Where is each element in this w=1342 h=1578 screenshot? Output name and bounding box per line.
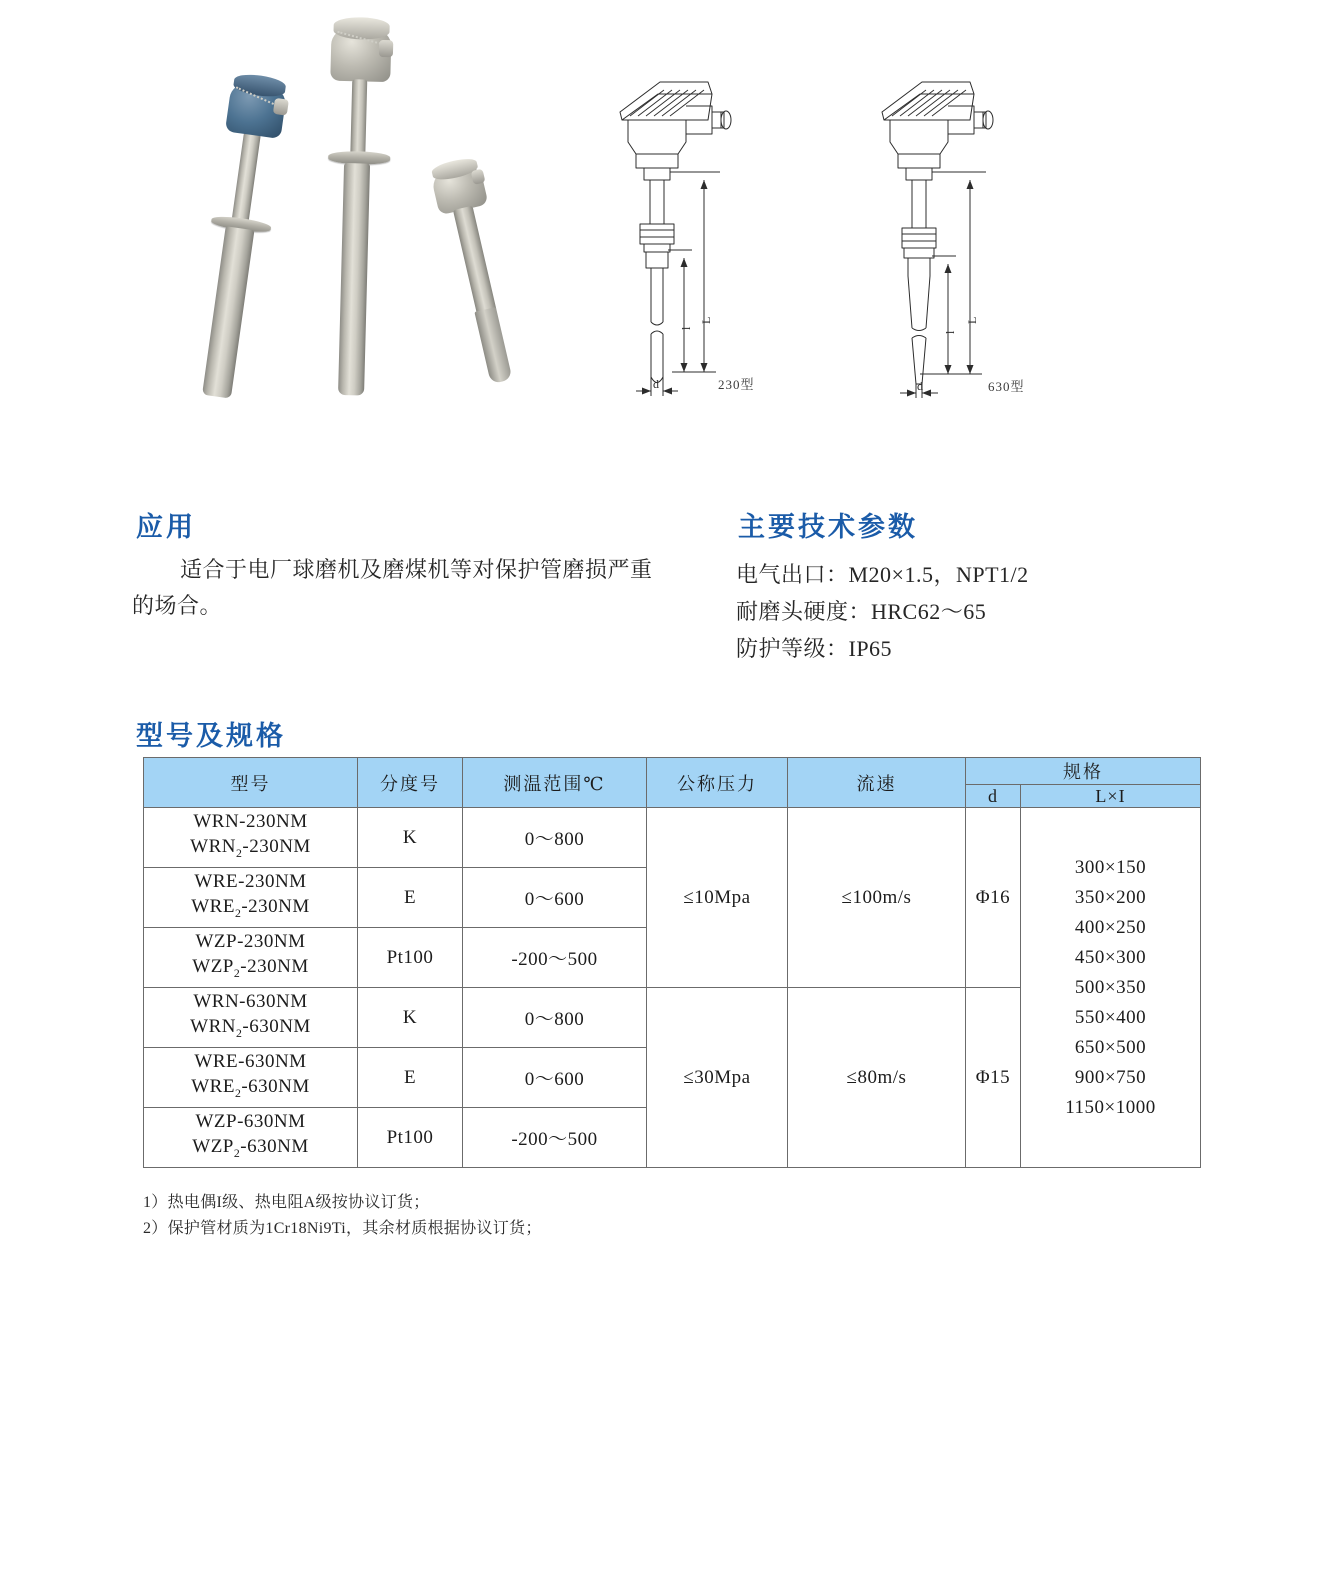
svg-text:L: L bbox=[699, 316, 713, 324]
cell-range: 0～800 bbox=[463, 808, 647, 868]
model-line-2: $WRE_2-230NM$ bbox=[191, 896, 310, 920]
model-line-2: $WRE_2-630NM$ bbox=[191, 1076, 310, 1100]
cell-range: 0～800 bbox=[463, 988, 647, 1048]
model-line-2: $WRN_2-230NM$ bbox=[190, 836, 311, 860]
cell-grade: E bbox=[358, 1048, 463, 1108]
svg-text:d: d bbox=[917, 379, 923, 393]
parameters-list bbox=[736, 556, 1029, 667]
size-value: 650×500 bbox=[1074, 1036, 1147, 1058]
header-spec-d: d bbox=[966, 785, 1021, 808]
cell-model bbox=[144, 1108, 358, 1168]
model-line-1: WRN-630NM bbox=[193, 991, 308, 1013]
svg-text:l: l bbox=[943, 330, 957, 334]
cell-model bbox=[144, 808, 358, 868]
model-line-1: WZP-230NM bbox=[195, 931, 306, 953]
probe-cable-gland bbox=[379, 40, 393, 57]
svg-text:d: d bbox=[653, 377, 659, 391]
drawing-label-230: 230型 bbox=[718, 377, 755, 392]
size-value: 400×250 bbox=[1074, 916, 1147, 938]
probe-shaft bbox=[231, 132, 261, 225]
probe-shaft bbox=[350, 79, 367, 155]
cell-range: -200～500 bbox=[463, 928, 647, 988]
cell-grade: K bbox=[358, 808, 463, 868]
application-heading: 应用 bbox=[136, 512, 196, 544]
header-pressure: 公称压力 bbox=[647, 758, 788, 808]
cell-grade: K bbox=[358, 988, 463, 1048]
cell-model bbox=[144, 928, 358, 988]
size-value: 350×200 bbox=[1074, 886, 1147, 908]
probe-wear-tip bbox=[474, 307, 512, 384]
svg-text:l: l bbox=[679, 326, 693, 330]
cell-sizes bbox=[1021, 808, 1201, 1168]
probe-shaft bbox=[453, 206, 497, 316]
application-paragraph: 适合于电厂球磨机及磨煤机等对保护管磨损严重的场合。 bbox=[132, 557, 653, 618]
probe-protection-tube bbox=[338, 163, 370, 396]
table-row bbox=[144, 808, 1201, 868]
model-line-2: $WZP_2-230NM$ bbox=[192, 956, 309, 980]
cell-model bbox=[144, 868, 358, 928]
cell-model bbox=[144, 1048, 358, 1108]
probe-cable-gland bbox=[273, 98, 289, 116]
footnote-1: 1）热电偶I级、热电阻A级按协议订货； bbox=[143, 1194, 430, 1211]
model-line-1: WRN-230NM bbox=[193, 811, 308, 833]
parameter-protection-grade: 防护等级：IP65 bbox=[736, 636, 893, 661]
header-velocity: 流速 bbox=[788, 758, 966, 808]
parameter-head-hardness: 耐磨头硬度：HRC62～65 bbox=[736, 599, 987, 624]
cell-diameter: Φ16 bbox=[966, 808, 1021, 988]
line-drawing-630 bbox=[862, 72, 1052, 402]
line-drawing-230 bbox=[600, 72, 790, 402]
cell-model bbox=[144, 988, 358, 1048]
footnote-2: 2）保护管材质为1Cr18Ni9Ti，其余材质根据协议订货； bbox=[143, 1220, 542, 1237]
specification-table bbox=[143, 757, 1201, 1168]
header-spec-lxi: L×I bbox=[1021, 785, 1201, 808]
model-line-2: $WZP_2-630NM$ bbox=[192, 1136, 309, 1160]
models-heading: 型号及规格 bbox=[136, 721, 286, 753]
header-model: 型号 bbox=[144, 758, 358, 808]
cell-pressure: ≤10Mpa bbox=[647, 808, 788, 988]
model-line-2: $WRN_2-630NM$ bbox=[190, 1016, 311, 1040]
cell-grade: E bbox=[358, 868, 463, 928]
cell-range: 0～600 bbox=[463, 868, 647, 928]
cell-range: -200～500 bbox=[463, 1108, 647, 1168]
header-grade: 分度号 bbox=[358, 758, 463, 808]
cell-diameter: Φ15 bbox=[966, 988, 1021, 1168]
cell-velocity: ≤100m/s bbox=[788, 808, 966, 988]
size-value: 1150×1000 bbox=[1065, 1096, 1156, 1118]
cell-pressure: ≤30Mpa bbox=[647, 988, 788, 1168]
model-line-1: WRE-230NM bbox=[194, 871, 307, 893]
parameters-heading: 主要技术参数 bbox=[738, 512, 918, 544]
model-line-1: WZP-630NM bbox=[195, 1111, 306, 1133]
application-text bbox=[132, 552, 662, 624]
drawing-label-630: 630型 bbox=[988, 379, 1025, 394]
size-value: 500×350 bbox=[1074, 976, 1147, 998]
size-value: 900×750 bbox=[1074, 1066, 1147, 1088]
size-value: 300×150 bbox=[1074, 856, 1147, 878]
probe-protection-tube bbox=[202, 226, 254, 398]
cell-grade: Pt100 bbox=[358, 928, 463, 988]
specification-table-wrapper bbox=[143, 757, 1200, 1168]
header-spec: 规格 bbox=[966, 758, 1201, 785]
model-line-1: WRE-630NM bbox=[194, 1051, 307, 1073]
product-imagery-band bbox=[0, 0, 1342, 430]
table-header-row-1 bbox=[144, 758, 1201, 785]
cell-grade: Pt100 bbox=[358, 1108, 463, 1168]
size-value: 550×400 bbox=[1074, 1006, 1147, 1028]
cell-velocity: ≤80m/s bbox=[788, 988, 966, 1168]
size-value: 450×300 bbox=[1074, 946, 1147, 968]
svg-text:L: L bbox=[965, 316, 979, 324]
parameter-electrical-outlet: 电气出口：M20×1.5，NPT1/2 bbox=[736, 562, 1029, 587]
header-range: 测温范围℃ bbox=[463, 758, 647, 808]
cell-range: 0～600 bbox=[463, 1048, 647, 1108]
table-footnotes bbox=[143, 1190, 542, 1242]
